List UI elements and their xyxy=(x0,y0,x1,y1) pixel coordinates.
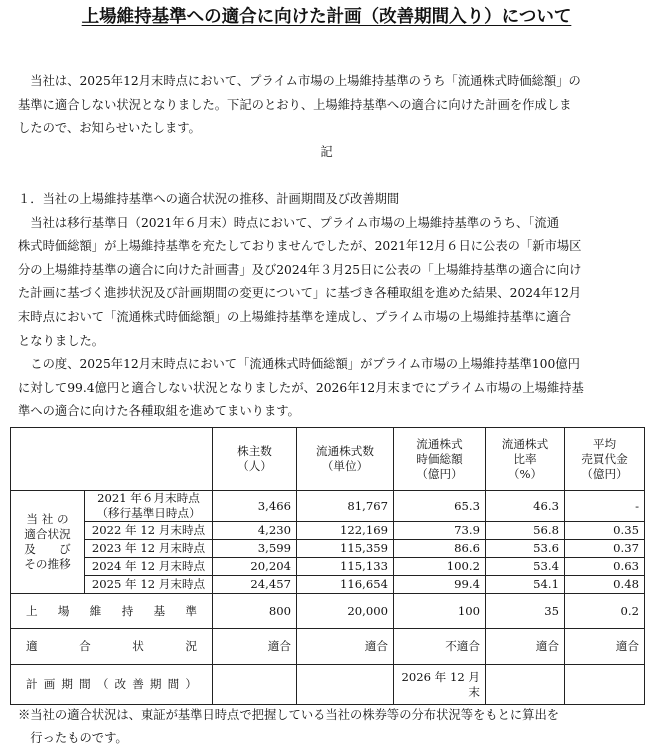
group-label: 当 社 の 適合状況 及 び その推移 xyxy=(11,491,85,594)
standard-label: 上 場 維 持 基 準 xyxy=(26,603,197,618)
intro-paragraph: 当社は、2025年12月末時点において、プライム市場の上場維持基準のうち「流通株式時価総額」の 基準に適合しない状況となりました。下記のとおり、上場維持基準への適合に向けた計画を作成しま したので、お知らせいたします。 xyxy=(18,74,581,136)
table-row-status: 適 合 状 況 適合 適合 不適合 適合 適合 xyxy=(11,629,645,665)
plan-period-value: 2026 年 12 月末 xyxy=(394,665,486,705)
compliance-table xyxy=(10,427,645,705)
ki-marker: 記 xyxy=(320,145,333,159)
table-row: 2025 年 12 月末時点 24,457 116,654 99.4 54.1 0.48 xyxy=(11,576,645,594)
header-trading-value: 平均 売買代金 （億円） xyxy=(565,428,645,491)
status-label: 適 合 状 況 xyxy=(26,639,197,653)
section-1-heading: １．当社の上場維持基準への適合状況の推移、計画期間及び改善期間 xyxy=(18,192,400,206)
table-row: 当 社 の 適合状況 及 び その推移 2021 年６月末時点 （移行基準日時点） 3,466 81,767 65.3 46.3 - xyxy=(11,491,645,522)
plan-label: 計 画 期 間 （ 改 善 期 間 ） xyxy=(26,677,197,691)
table-row: 2024 年 12 月末時点 20,204 115,133 100.2 53.4 0.63 xyxy=(11,558,645,576)
document-title: 上場維持基準への適合に向けた計画（改善期間入り）について xyxy=(81,7,572,27)
table-row-standard: 上 場 維 持 基 準 800 20,000 100 35 0.2 xyxy=(11,594,645,629)
footnote: ※当社の適合状況は、東証が基準日時点で把握している当社の株券等の分布状況等をもとに算出を 行ったものです。 xyxy=(18,708,560,745)
header-tradable-ratio: 流通株式 比率 （%） xyxy=(486,428,565,491)
period-cell: 2021 年６月末時点 （移行基準日時点） xyxy=(85,491,213,522)
table-header-row xyxy=(11,428,645,491)
header-shareholders: 株主数 （人） xyxy=(213,428,297,491)
table-row: 2023 年 12 月末時点 3,599 115,359 86.6 53.6 0.37 xyxy=(11,540,645,558)
header-tradable-shares: 流通株式数 （単位） xyxy=(297,428,394,491)
section-1: １．当社の上場維持基準への適合状況の推移、計画期間及び改善期間 当社は移行基準日（2021年６月末）時点において、プライム市場の上場維持基準のうち、「流通 株式時価総額」が上場維持基準を充たしておりませんでしたが、2021年12月６日に公表の「新市場区 分の上場維持基準の適合に向けた計画書」及び2024年３月25日に公表の「上場維持基準の適合に向け た計画に基づく進捗状況及び計画期間の変更について」に基づき各種取組を進めた結果、2024年12月 末時点において「流通株式時価総額」の上場維持基準を達成し、プライム市場の上場維持基準に適合 となりました。 この度、2025年12月末時点において「流通株式時価総額」がプライム市場の上場維持基準100億円 に対して99.4億円と適合しない状況となりましたが、2026年12月末までにプライム市場の上場維持基 準への適合に向けた各種取組を進めてまいります。 xyxy=(18,188,638,424)
header-market-cap: 流通株式 時価総額 （億円） xyxy=(394,428,486,491)
table-row: 2022 年 12 月末時点 4,230 122,169 73.9 56.8 0.35 xyxy=(11,522,645,540)
table-row-plan xyxy=(11,665,645,705)
